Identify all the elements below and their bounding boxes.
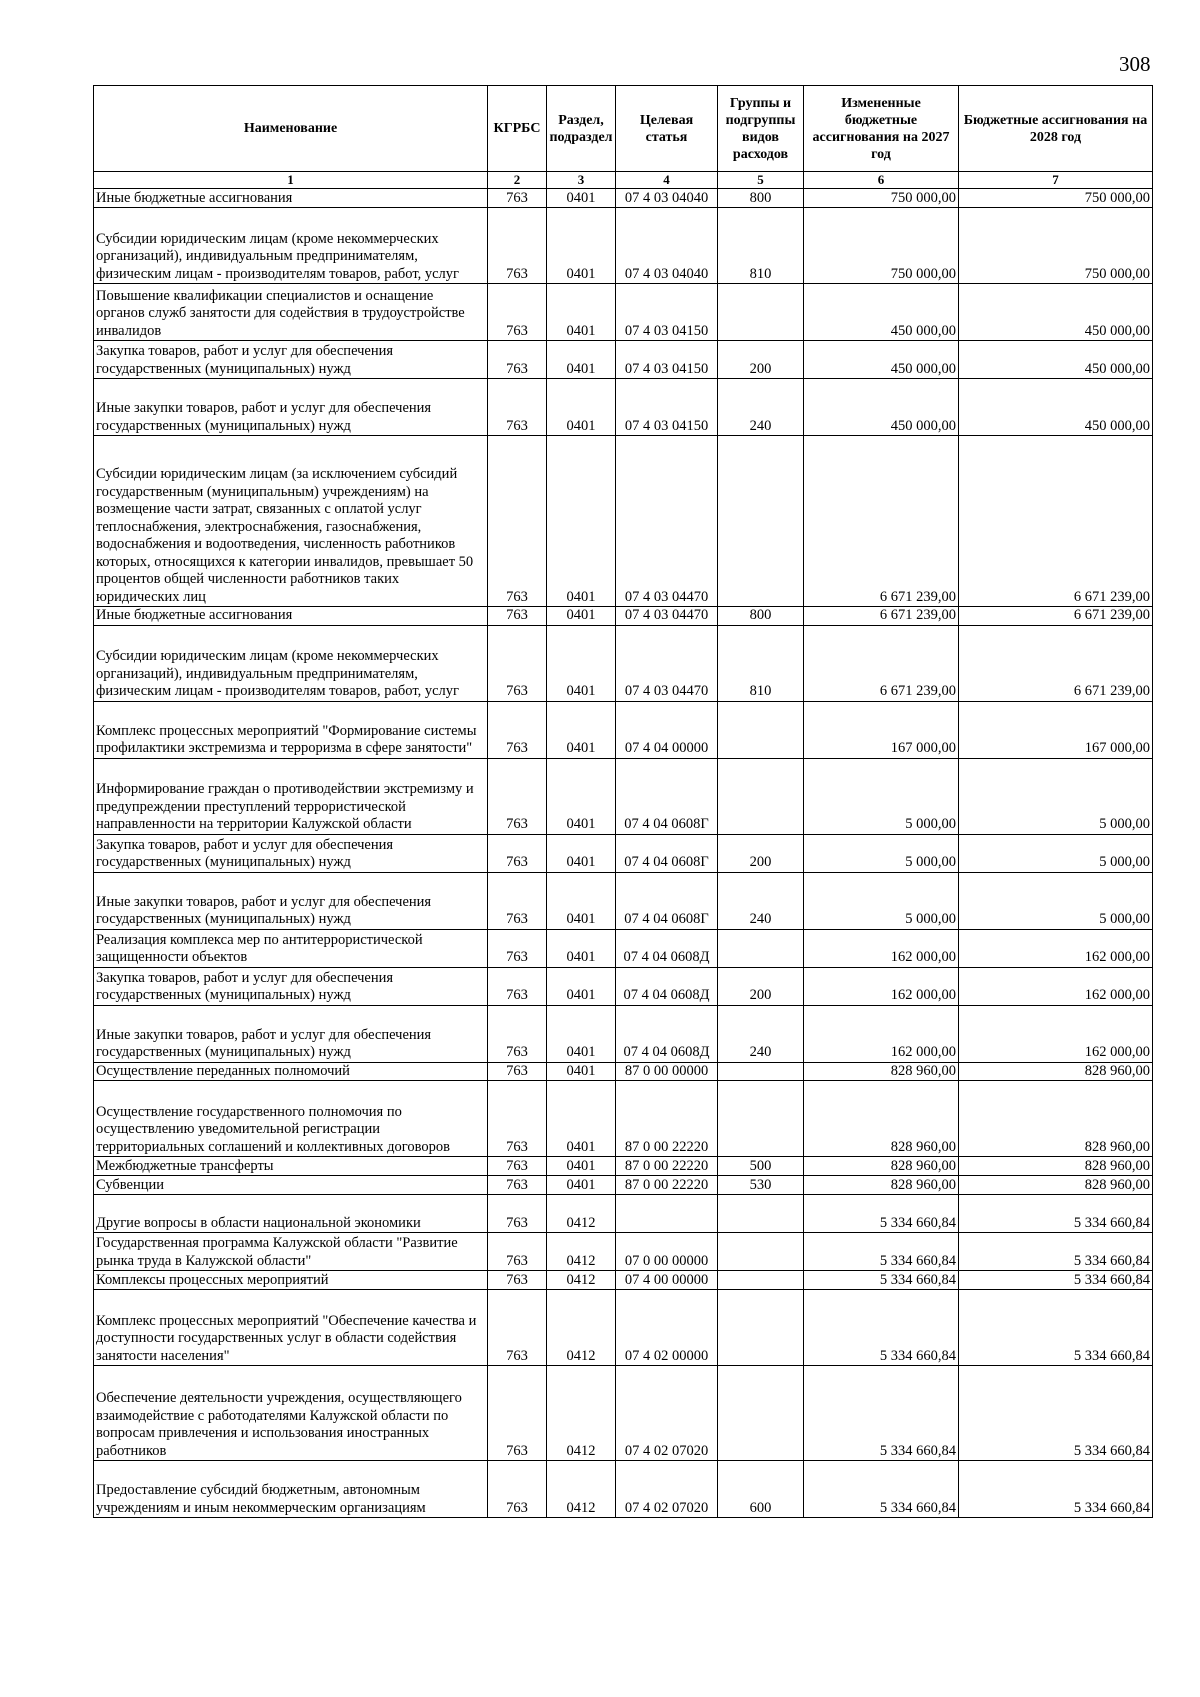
row-target-cell: 07 4 03 04040 <box>616 208 718 284</box>
row-section-cell: 0401 <box>547 872 616 929</box>
row-alloc-2027-cell: 6 671 239,00 <box>804 436 959 607</box>
row-alloc-2027-cell: 6 671 239,00 <box>804 625 959 701</box>
row-name-cell: Осуществление государственного полномочия по осуществлению уведомительной регистрации территориальных соглашений и коллективных договоров <box>94 1081 488 1157</box>
row-alloc-2027-cell: 5 334 660,84 <box>804 1290 959 1366</box>
row-alloc-2027-cell: 162 000,00 <box>804 1005 959 1062</box>
table-row <box>94 1271 1153 1290</box>
row-kgrbs-cell: 763 <box>488 1271 547 1290</box>
table-row <box>94 967 1153 1005</box>
row-target-cell: 87 0 00 22220 <box>616 1157 718 1176</box>
row-kgrbs-cell: 763 <box>488 701 547 758</box>
row-section-cell: 0401 <box>547 929 616 967</box>
row-name-cell: Государственная программа Калужской области "Развитие рынка труда в Калужской области" <box>94 1233 488 1271</box>
header-kgrbs: КГРБС <box>488 86 547 172</box>
row-group-cell: 530 <box>718 1176 804 1195</box>
row-group-cell: 600 <box>718 1461 804 1518</box>
row-name-cell: Межбюджетные трансферты <box>94 1157 488 1176</box>
row-section-cell: 0401 <box>547 758 616 834</box>
row-section-cell: 0412 <box>547 1195 616 1233</box>
row-target-cell: 07 4 02 07020 <box>616 1366 718 1461</box>
table-row <box>94 284 1153 341</box>
row-alloc-2028-cell: 6 671 239,00 <box>959 607 1153 626</box>
row-name-cell: Субсидии юридическим лицам (за исключением субсидий государственным (муниципальным) учреждениям) на возмещение части затрат, связанных с оплатой услуг теплоснабжения, электроснабжения, газоснабжения, водоснабжения и водоотведения, численность работников которых, относящихся к категории инвалидов, превышает 50 процентов общей численности работников таких юридических лиц <box>94 436 488 607</box>
table-row <box>94 341 1153 379</box>
row-alloc-2028-cell: 5 000,00 <box>959 872 1153 929</box>
row-alloc-2027-cell: 5 000,00 <box>804 834 959 872</box>
row-kgrbs-cell: 763 <box>488 834 547 872</box>
row-target-cell: 07 4 04 0608Г <box>616 834 718 872</box>
table-row <box>94 1062 1153 1081</box>
row-kgrbs-cell: 763 <box>488 341 547 379</box>
row-section-cell: 0401 <box>547 1176 616 1195</box>
row-target-cell: 07 4 04 0608Г <box>616 872 718 929</box>
row-name-cell: Иные бюджетные ассигнования <box>94 607 488 626</box>
row-alloc-2028-cell: 750 000,00 <box>959 189 1153 208</box>
row-group-cell <box>718 1271 804 1290</box>
table-body <box>94 189 1153 1518</box>
row-alloc-2028-cell: 6 671 239,00 <box>959 436 1153 607</box>
row-section-cell: 0401 <box>547 379 616 436</box>
row-alloc-2028-cell: 828 960,00 <box>959 1062 1153 1081</box>
header-alloc-2028: Бюджетные ассигнования на 2028 год <box>959 86 1153 172</box>
table-row <box>94 1081 1153 1157</box>
header-section: Раздел, подраздел <box>547 86 616 172</box>
table-row <box>94 929 1153 967</box>
row-kgrbs-cell: 763 <box>488 625 547 701</box>
row-group-cell <box>718 436 804 607</box>
row-kgrbs-cell: 763 <box>488 607 547 626</box>
row-group-cell <box>718 1290 804 1366</box>
row-group-cell <box>718 1081 804 1157</box>
page-number: 308 <box>1119 52 1151 76</box>
row-kgrbs-cell: 763 <box>488 1195 547 1233</box>
row-alloc-2027-cell: 5 334 660,84 <box>804 1366 959 1461</box>
row-name-cell: Иные закупки товаров, работ и услуг для обеспечения государственных (муниципальных) нужд <box>94 379 488 436</box>
row-target-cell <box>616 1195 718 1233</box>
row-target-cell: 07 4 03 04470 <box>616 607 718 626</box>
table-row <box>94 1461 1153 1518</box>
row-section-cell: 0412 <box>547 1290 616 1366</box>
row-kgrbs-cell: 763 <box>488 1176 547 1195</box>
row-kgrbs-cell: 763 <box>488 872 547 929</box>
row-alloc-2028-cell: 162 000,00 <box>959 1005 1153 1062</box>
row-kgrbs-cell: 763 <box>488 208 547 284</box>
row-name-cell: Закупка товаров, работ и услуг для обеспечения государственных (муниципальных) нужд <box>94 834 488 872</box>
row-group-cell <box>718 1233 804 1271</box>
row-alloc-2027-cell: 450 000,00 <box>804 284 959 341</box>
column-number: 5 <box>718 172 804 189</box>
row-name-cell: Закупка товаров, работ и услуг для обеспечения государственных (муниципальных) нужд <box>94 967 488 1005</box>
table-row <box>94 189 1153 208</box>
column-number: 4 <box>616 172 718 189</box>
row-name-cell: Комплексы процессных мероприятий <box>94 1271 488 1290</box>
row-section-cell: 0401 <box>547 834 616 872</box>
table-row <box>94 1157 1153 1176</box>
table-row <box>94 872 1153 929</box>
row-alloc-2028-cell: 450 000,00 <box>959 341 1153 379</box>
row-section-cell: 0412 <box>547 1233 616 1271</box>
row-target-cell: 07 4 00 00000 <box>616 1271 718 1290</box>
row-alloc-2028-cell: 5 000,00 <box>959 758 1153 834</box>
row-target-cell: 07 4 03 04040 <box>616 189 718 208</box>
table-row <box>94 1290 1153 1366</box>
table-row <box>94 1176 1153 1195</box>
row-target-cell: 07 4 02 07020 <box>616 1461 718 1518</box>
row-alloc-2027-cell: 5 334 660,84 <box>804 1461 959 1518</box>
row-target-cell: 07 4 03 04150 <box>616 341 718 379</box>
row-alloc-2028-cell: 5 334 660,84 <box>959 1271 1153 1290</box>
row-group-cell: 810 <box>718 625 804 701</box>
row-name-cell: Осуществление переданных полномочий <box>94 1062 488 1081</box>
row-group-cell: 240 <box>718 1005 804 1062</box>
row-alloc-2027-cell: 167 000,00 <box>804 701 959 758</box>
row-kgrbs-cell: 763 <box>488 1290 547 1366</box>
header-alloc-2027: Измененные бюджетные ассигнования на 2027 год <box>804 86 959 172</box>
header-target: Целевая статья <box>616 86 718 172</box>
row-group-cell <box>718 701 804 758</box>
row-section-cell: 0401 <box>547 625 616 701</box>
row-kgrbs-cell: 763 <box>488 1062 547 1081</box>
row-alloc-2028-cell: 828 960,00 <box>959 1157 1153 1176</box>
row-name-cell: Иные бюджетные ассигнования <box>94 189 488 208</box>
row-alloc-2027-cell: 450 000,00 <box>804 341 959 379</box>
row-group-cell: 200 <box>718 341 804 379</box>
row-alloc-2028-cell: 5 000,00 <box>959 834 1153 872</box>
row-target-cell: 07 4 04 00000 <box>616 701 718 758</box>
row-name-cell: Субвенции <box>94 1176 488 1195</box>
row-section-cell: 0401 <box>547 1062 616 1081</box>
row-target-cell: 07 4 03 04470 <box>616 436 718 607</box>
header-name: Наименование <box>94 86 488 172</box>
row-alloc-2028-cell: 5 334 660,84 <box>959 1233 1153 1271</box>
row-group-cell: 800 <box>718 189 804 208</box>
row-kgrbs-cell: 763 <box>488 1233 547 1271</box>
row-group-cell <box>718 929 804 967</box>
row-kgrbs-cell: 763 <box>488 967 547 1005</box>
row-target-cell: 07 4 03 04470 <box>616 625 718 701</box>
row-alloc-2028-cell: 5 334 660,84 <box>959 1461 1153 1518</box>
row-alloc-2027-cell: 5 334 660,84 <box>804 1271 959 1290</box>
row-section-cell: 0401 <box>547 436 616 607</box>
row-group-cell: 500 <box>718 1157 804 1176</box>
row-target-cell: 07 4 02 00000 <box>616 1290 718 1366</box>
row-name-cell: Субсидии юридическим лицам (кроме некоммерческих организаций), индивидуальным предпринимателям, физическим лицам - производителям товаров, работ, услуг <box>94 625 488 701</box>
row-kgrbs-cell: 763 <box>488 436 547 607</box>
row-group-cell: 240 <box>718 872 804 929</box>
row-alloc-2027-cell: 5 000,00 <box>804 758 959 834</box>
row-alloc-2027-cell: 450 000,00 <box>804 379 959 436</box>
row-alloc-2028-cell: 162 000,00 <box>959 929 1153 967</box>
row-alloc-2027-cell: 750 000,00 <box>804 208 959 284</box>
row-target-cell: 87 0 00 22220 <box>616 1176 718 1195</box>
table-row <box>94 1366 1153 1461</box>
row-name-cell: Иные закупки товаров, работ и услуг для обеспечения государственных (муниципальных) нужд <box>94 1005 488 1062</box>
row-target-cell: 07 4 04 0608Д <box>616 929 718 967</box>
row-alloc-2027-cell: 5 334 660,84 <box>804 1195 959 1233</box>
row-target-cell: 07 4 03 04150 <box>616 284 718 341</box>
table-row <box>94 379 1153 436</box>
row-group-cell: 200 <box>718 834 804 872</box>
row-name-cell: Закупка товаров, работ и услуг для обеспечения государственных (муниципальных) нужд <box>94 341 488 379</box>
table-row <box>94 607 1153 626</box>
row-group-cell <box>718 1195 804 1233</box>
row-kgrbs-cell: 763 <box>488 1157 547 1176</box>
row-name-cell: Повышение квалификации специалистов и оснащение органов служб занятости для содействия в трудоустройстве инвалидов <box>94 284 488 341</box>
row-kgrbs-cell: 763 <box>488 1461 547 1518</box>
row-group-cell: 800 <box>718 607 804 626</box>
row-name-cell: Иные закупки товаров, работ и услуг для обеспечения государственных (муниципальных) нужд <box>94 872 488 929</box>
column-number: 2 <box>488 172 547 189</box>
row-name-cell: Предоставление субсидий бюджетным, автономным учреждениям и иным некоммерческим организациям <box>94 1461 488 1518</box>
column-number: 1 <box>94 172 488 189</box>
row-target-cell: 07 0 00 00000 <box>616 1233 718 1271</box>
row-kgrbs-cell: 763 <box>488 284 547 341</box>
row-kgrbs-cell: 763 <box>488 1005 547 1062</box>
row-alloc-2027-cell: 5 000,00 <box>804 872 959 929</box>
row-alloc-2028-cell: 5 334 660,84 <box>959 1290 1153 1366</box>
row-target-cell: 07 4 04 0608Г <box>616 758 718 834</box>
row-section-cell: 0401 <box>547 1005 616 1062</box>
row-name-cell: Комплекс процессных мероприятий "Формирование системы профилактики экстремизма и терроризма в сфере занятости" <box>94 701 488 758</box>
table-row <box>94 625 1153 701</box>
row-alloc-2028-cell: 828 960,00 <box>959 1081 1153 1157</box>
row-section-cell: 0401 <box>547 1157 616 1176</box>
row-group-cell <box>718 284 804 341</box>
row-alloc-2028-cell: 6 671 239,00 <box>959 625 1153 701</box>
row-section-cell: 0401 <box>547 208 616 284</box>
row-alloc-2028-cell: 450 000,00 <box>959 284 1153 341</box>
row-kgrbs-cell: 763 <box>488 1366 547 1461</box>
header-groups: Группы и подгруппы видов расходов <box>718 86 804 172</box>
row-alloc-2028-cell: 5 334 660,84 <box>959 1195 1153 1233</box>
row-name-cell: Комплекс процессных мероприятий "Обеспечение качества и доступности государственных услуг в области содействия занятости населения" <box>94 1290 488 1366</box>
row-section-cell: 0401 <box>547 341 616 379</box>
row-target-cell: 87 0 00 00000 <box>616 1062 718 1081</box>
row-alloc-2028-cell: 162 000,00 <box>959 967 1153 1005</box>
row-name-cell: Обеспечение деятельности учреждения, осуществляющего взаимодействие с работодателями Калужской области по вопросам привлечения и использования иностранных работников <box>94 1366 488 1461</box>
row-name-cell: Субсидии юридическим лицам (кроме некоммерческих организаций), индивидуальным предпринимателям, физическим лицам - производителям товаров, работ, услуг <box>94 208 488 284</box>
row-kgrbs-cell: 763 <box>488 189 547 208</box>
table-row <box>94 1195 1153 1233</box>
row-section-cell: 0412 <box>547 1461 616 1518</box>
row-kgrbs-cell: 763 <box>488 1081 547 1157</box>
row-name-cell: Информирование граждан о противодействии экстремизму и предупреждении преступлений террористической направленности на территории Калужской области <box>94 758 488 834</box>
row-alloc-2028-cell: 828 960,00 <box>959 1176 1153 1195</box>
row-alloc-2027-cell: 5 334 660,84 <box>804 1233 959 1271</box>
row-alloc-2027-cell: 750 000,00 <box>804 189 959 208</box>
row-alloc-2028-cell: 750 000,00 <box>959 208 1153 284</box>
column-number: 6 <box>804 172 959 189</box>
table-row <box>94 1233 1153 1271</box>
row-target-cell: 87 0 00 22220 <box>616 1081 718 1157</box>
table-row <box>94 834 1153 872</box>
row-name-cell: Реализация комплекса мер по антитеррористической защищенности объектов <box>94 929 488 967</box>
row-kgrbs-cell: 763 <box>488 929 547 967</box>
budget-table <box>93 85 1153 1518</box>
row-alloc-2027-cell: 828 960,00 <box>804 1157 959 1176</box>
row-alloc-2027-cell: 162 000,00 <box>804 967 959 1005</box>
row-alloc-2028-cell: 5 334 660,84 <box>959 1366 1153 1461</box>
row-section-cell: 0401 <box>547 967 616 1005</box>
row-alloc-2028-cell: 167 000,00 <box>959 701 1153 758</box>
table-row <box>94 701 1153 758</box>
table-row <box>94 1005 1153 1062</box>
column-number: 3 <box>547 172 616 189</box>
row-section-cell: 0401 <box>547 607 616 626</box>
table-row <box>94 208 1153 284</box>
row-section-cell: 0401 <box>547 284 616 341</box>
row-alloc-2027-cell: 828 960,00 <box>804 1176 959 1195</box>
row-alloc-2028-cell: 450 000,00 <box>959 379 1153 436</box>
row-kgrbs-cell: 763 <box>488 758 547 834</box>
row-section-cell: 0412 <box>547 1271 616 1290</box>
row-kgrbs-cell: 763 <box>488 379 547 436</box>
row-target-cell: 07 4 04 0608Д <box>616 967 718 1005</box>
row-group-cell: 200 <box>718 967 804 1005</box>
row-group-cell <box>718 1366 804 1461</box>
row-target-cell: 07 4 03 04150 <box>616 379 718 436</box>
row-group-cell <box>718 1062 804 1081</box>
table-row <box>94 436 1153 607</box>
row-alloc-2027-cell: 828 960,00 <box>804 1081 959 1157</box>
table-row <box>94 758 1153 834</box>
row-section-cell: 0401 <box>547 1081 616 1157</box>
row-alloc-2027-cell: 828 960,00 <box>804 1062 959 1081</box>
row-section-cell: 0412 <box>547 1366 616 1461</box>
column-number: 7 <box>959 172 1153 189</box>
row-alloc-2027-cell: 162 000,00 <box>804 929 959 967</box>
row-section-cell: 0401 <box>547 189 616 208</box>
row-group-cell: 810 <box>718 208 804 284</box>
row-alloc-2027-cell: 6 671 239,00 <box>804 607 959 626</box>
row-section-cell: 0401 <box>547 701 616 758</box>
row-group-cell <box>718 758 804 834</box>
row-group-cell: 240 <box>718 379 804 436</box>
row-name-cell: Другие вопросы в области национальной экономики <box>94 1195 488 1233</box>
row-target-cell: 07 4 04 0608Д <box>616 1005 718 1062</box>
